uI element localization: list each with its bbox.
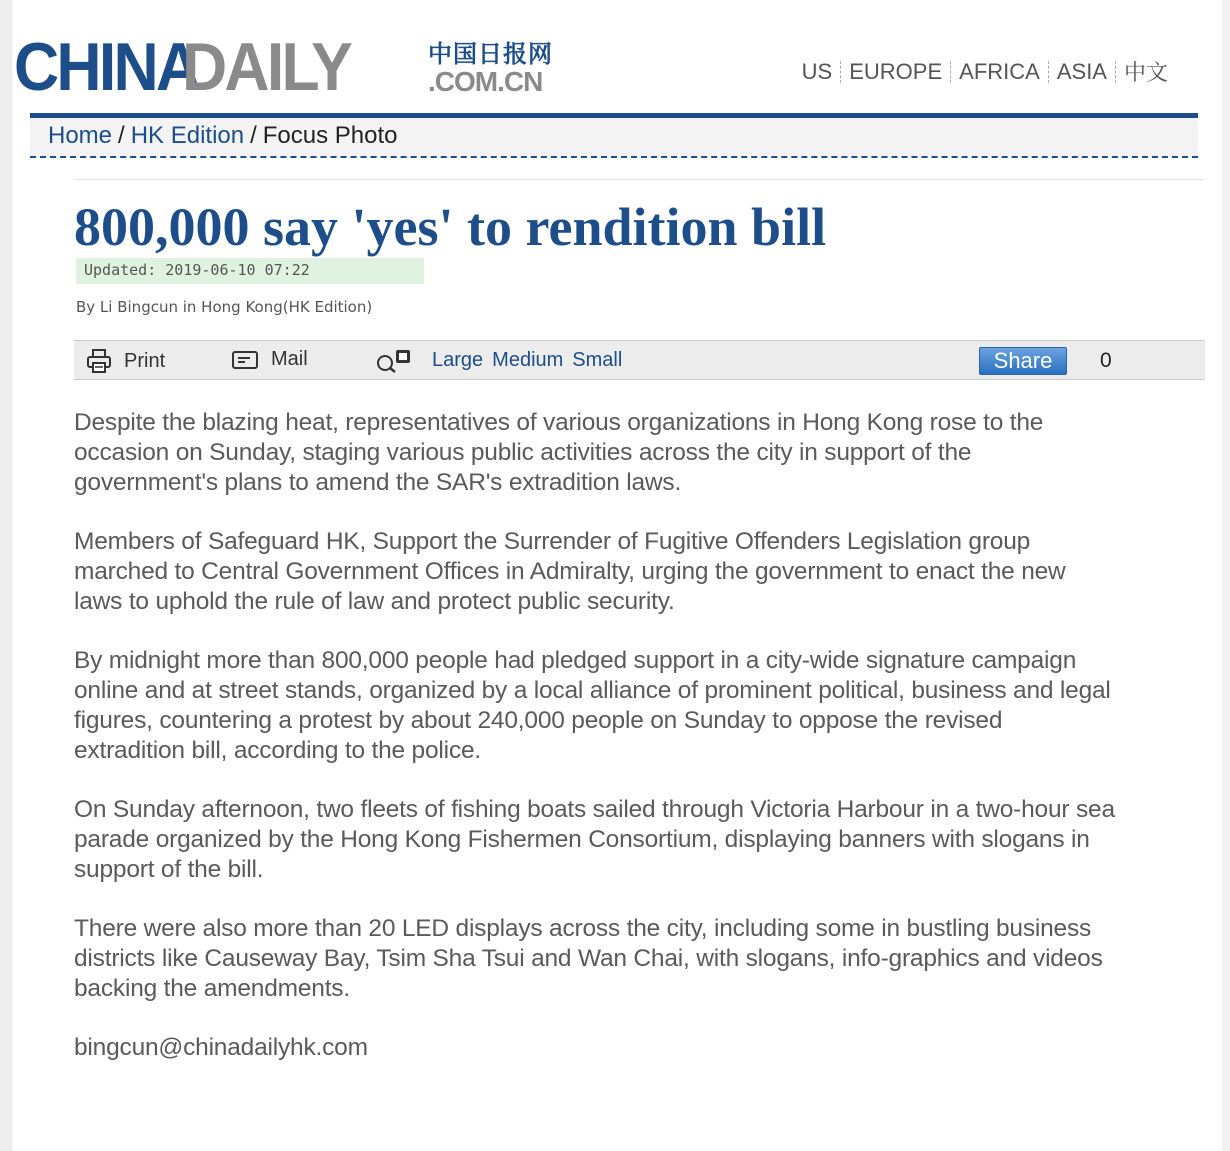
font-size-large[interactable]: Large <box>432 349 484 371</box>
share-count: 0 <box>1100 349 1112 372</box>
logo-text-daily: DAILY <box>182 29 351 105</box>
paragraph-line: There were also more than 20 LED displays across the city, including some in bustling business <box>74 915 1092 942</box>
print-button[interactable] <box>86 348 165 374</box>
article-paragraph <box>74 408 1220 498</box>
zoom-control <box>374 348 424 374</box>
article-title: 800,000 say 'yes' to rendition bill <box>74 197 827 257</box>
paragraph-line: districts like Causeway Bay, Tsim Sha Tsui and Wan Chai, with slogans, info-graphics and videos <box>74 945 1103 972</box>
logo-domain-text: .COM.CN <box>428 66 543 97</box>
logo-chinese-text: 中国日报网 <box>428 39 553 68</box>
page-left-margin <box>0 0 12 1151</box>
article-byline: By Li Bingcun in Hong Kong(HK Edition) <box>76 298 373 316</box>
printer-icon <box>86 348 112 374</box>
font-size-options <box>432 349 622 372</box>
breadcrumb-separator: / <box>118 122 125 149</box>
article-paragraph <box>74 646 1220 766</box>
breadcrumb-home[interactable]: Home <box>48 122 113 149</box>
mail-label: Mail <box>271 348 308 370</box>
paragraph-line: parade organized by the Hong Kong Fishermen Consortium, displaying banners with slogans in <box>74 826 1090 853</box>
author-email[interactable] <box>74 1033 1220 1063</box>
paragraph-line: online and at street stands, organized by a local alliance of prominent political, business and legal <box>74 677 1111 704</box>
paragraph-line: marched to Central Government Offices in Admiralty, urging the government to enact the new <box>74 558 1066 585</box>
paragraph-line: On Sunday afternoon, two fleets of fishing boats sailed through Victoria Harbour in a two-hour sea <box>74 796 1115 823</box>
breadcrumb-separator: / <box>250 122 257 149</box>
paragraph-line: support of the bill. <box>74 856 264 883</box>
font-size-medium[interactable]: Medium <box>492 349 564 371</box>
paragraph-line: government's plans to amend the SAR's extradition laws. <box>74 469 682 496</box>
region-nav <box>794 56 1176 87</box>
page-right-margin <box>1222 0 1230 1151</box>
site-logo[interactable] <box>14 29 365 105</box>
article-body <box>74 408 1220 1092</box>
paragraph-line: extradition bill, according to the police. <box>74 737 481 764</box>
breadcrumb-hk-edition[interactable]: HK Edition <box>130 122 245 149</box>
zoom-icon <box>374 348 412 374</box>
breadcrumb <box>48 122 398 150</box>
paragraph-line: figures, countering a protest by about 240,000 people on Sunday to oppose the revised <box>74 707 1003 734</box>
article-updated-timestamp: Updated: 2019-06-10 07:22 <box>76 258 424 284</box>
font-size-small[interactable]: Small <box>572 349 623 371</box>
author-email-text: bingcun@chinadailyhk.com <box>74 1034 368 1061</box>
breadcrumb-focus-photo: Focus Photo <box>262 122 398 149</box>
region-link-us[interactable]: US <box>801 58 833 84</box>
paragraph-line: occasion on Sunday, staging various public activities across the city in support of the <box>74 439 972 466</box>
region-link-europe[interactable]: EUROPE <box>849 58 943 84</box>
content-divider <box>74 179 1204 180</box>
paragraph-line: laws to uphold the rule of law and protect public security. <box>74 588 675 615</box>
article-paragraph <box>74 914 1220 1004</box>
print-label: Print <box>124 349 166 372</box>
paragraph-line: Despite the blazing heat, representatives of various organizations in Hong Kong rose to the <box>74 409 1044 436</box>
article-paragraph <box>74 795 1220 885</box>
paragraph-line: By midnight more than 800,000 people had pledged support in a city-wide signature campaign <box>74 647 1077 674</box>
logo-domain-block[interactable] <box>428 40 573 96</box>
paragraph-line: backing the amendments. <box>74 975 350 1002</box>
paragraph-line: Members of Safeguard HK, Support the Surrender of Fugitive Offenders Legislation group <box>74 528 1031 555</box>
region-link-africa[interactable]: AFRICA <box>959 58 1040 84</box>
mail-icon <box>231 349 259 371</box>
logo-text-china: CHINA <box>14 29 199 105</box>
article-paragraph <box>74 527 1220 617</box>
mail-button[interactable] <box>231 348 308 371</box>
article-toolbar <box>74 340 1205 380</box>
region-link-asia[interactable]: ASIA <box>1056 58 1107 84</box>
share-button[interactable]: Share <box>979 347 1067 375</box>
region-link-chinese[interactable]: 中文 <box>1123 60 1168 85</box>
